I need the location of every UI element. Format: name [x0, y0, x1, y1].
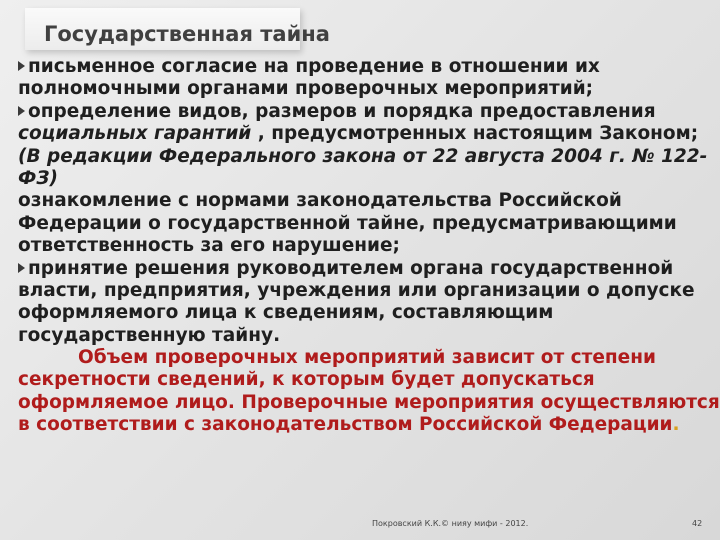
trailing-dot: . [672, 414, 680, 436]
note-text: в соответствии с законодательством Российской Федерации [18, 414, 673, 436]
list-item [18, 258, 708, 280]
footer-credit: Покровский К.К.© нияу мифи - 2012. [372, 519, 529, 528]
note-text: Объем проверочных мероприятий зависит от степени [78, 347, 656, 369]
arrow-right-icon [18, 61, 25, 71]
page-title: Государственная тайна [44, 22, 330, 46]
note-text: секретности сведений, к которым будет допускаться [18, 369, 595, 391]
list-item-continuation [18, 123, 708, 145]
emphasized-text: социальных гарантий [18, 123, 252, 145]
list-item-continuation: государственную тайну. [18, 324, 281, 346]
list-item-text: письменное согласие на проведение в отношении их [28, 56, 600, 77]
list-item-text: определение видов, размеров и порядка предоставления [28, 100, 656, 122]
note-text: оформляемое лицо. Проверочные мероприятия осуществляются [18, 391, 720, 413]
list-item-continuation: полномочными органами проверочных мероприятий; [18, 78, 594, 100]
list-item-text: принятие решения руководителем органа государственной [28, 257, 674, 279]
content-body [18, 56, 720, 437]
note-text-last [18, 414, 708, 436]
arrow-right-icon [18, 263, 25, 273]
legal-reference: ФЗ) [18, 167, 58, 189]
list-item [18, 101, 708, 123]
arrow-right-icon [18, 106, 25, 116]
list-item-continuation: Федерации о государственной тайне, предусматривающими [18, 212, 677, 234]
list-item-continuation: ответственность за его нарушение; [18, 235, 400, 257]
list-item-continuation: власти, предприятия, учреждения или организации о допуске [18, 279, 695, 301]
list-item-continuation: ознакомление с нормами законодательства Российской [18, 190, 622, 212]
list-item [18, 56, 708, 78]
legal-reference: (В редакции Федерального закона от 22 августа 2004 г. № 122- [18, 145, 708, 167]
list-item-continuation: оформляемого лица к сведениям, составляющим [18, 302, 554, 324]
list-item-text: , предусмотренных настоящим Законом; [251, 123, 699, 145]
page-number: 42 [692, 519, 703, 528]
